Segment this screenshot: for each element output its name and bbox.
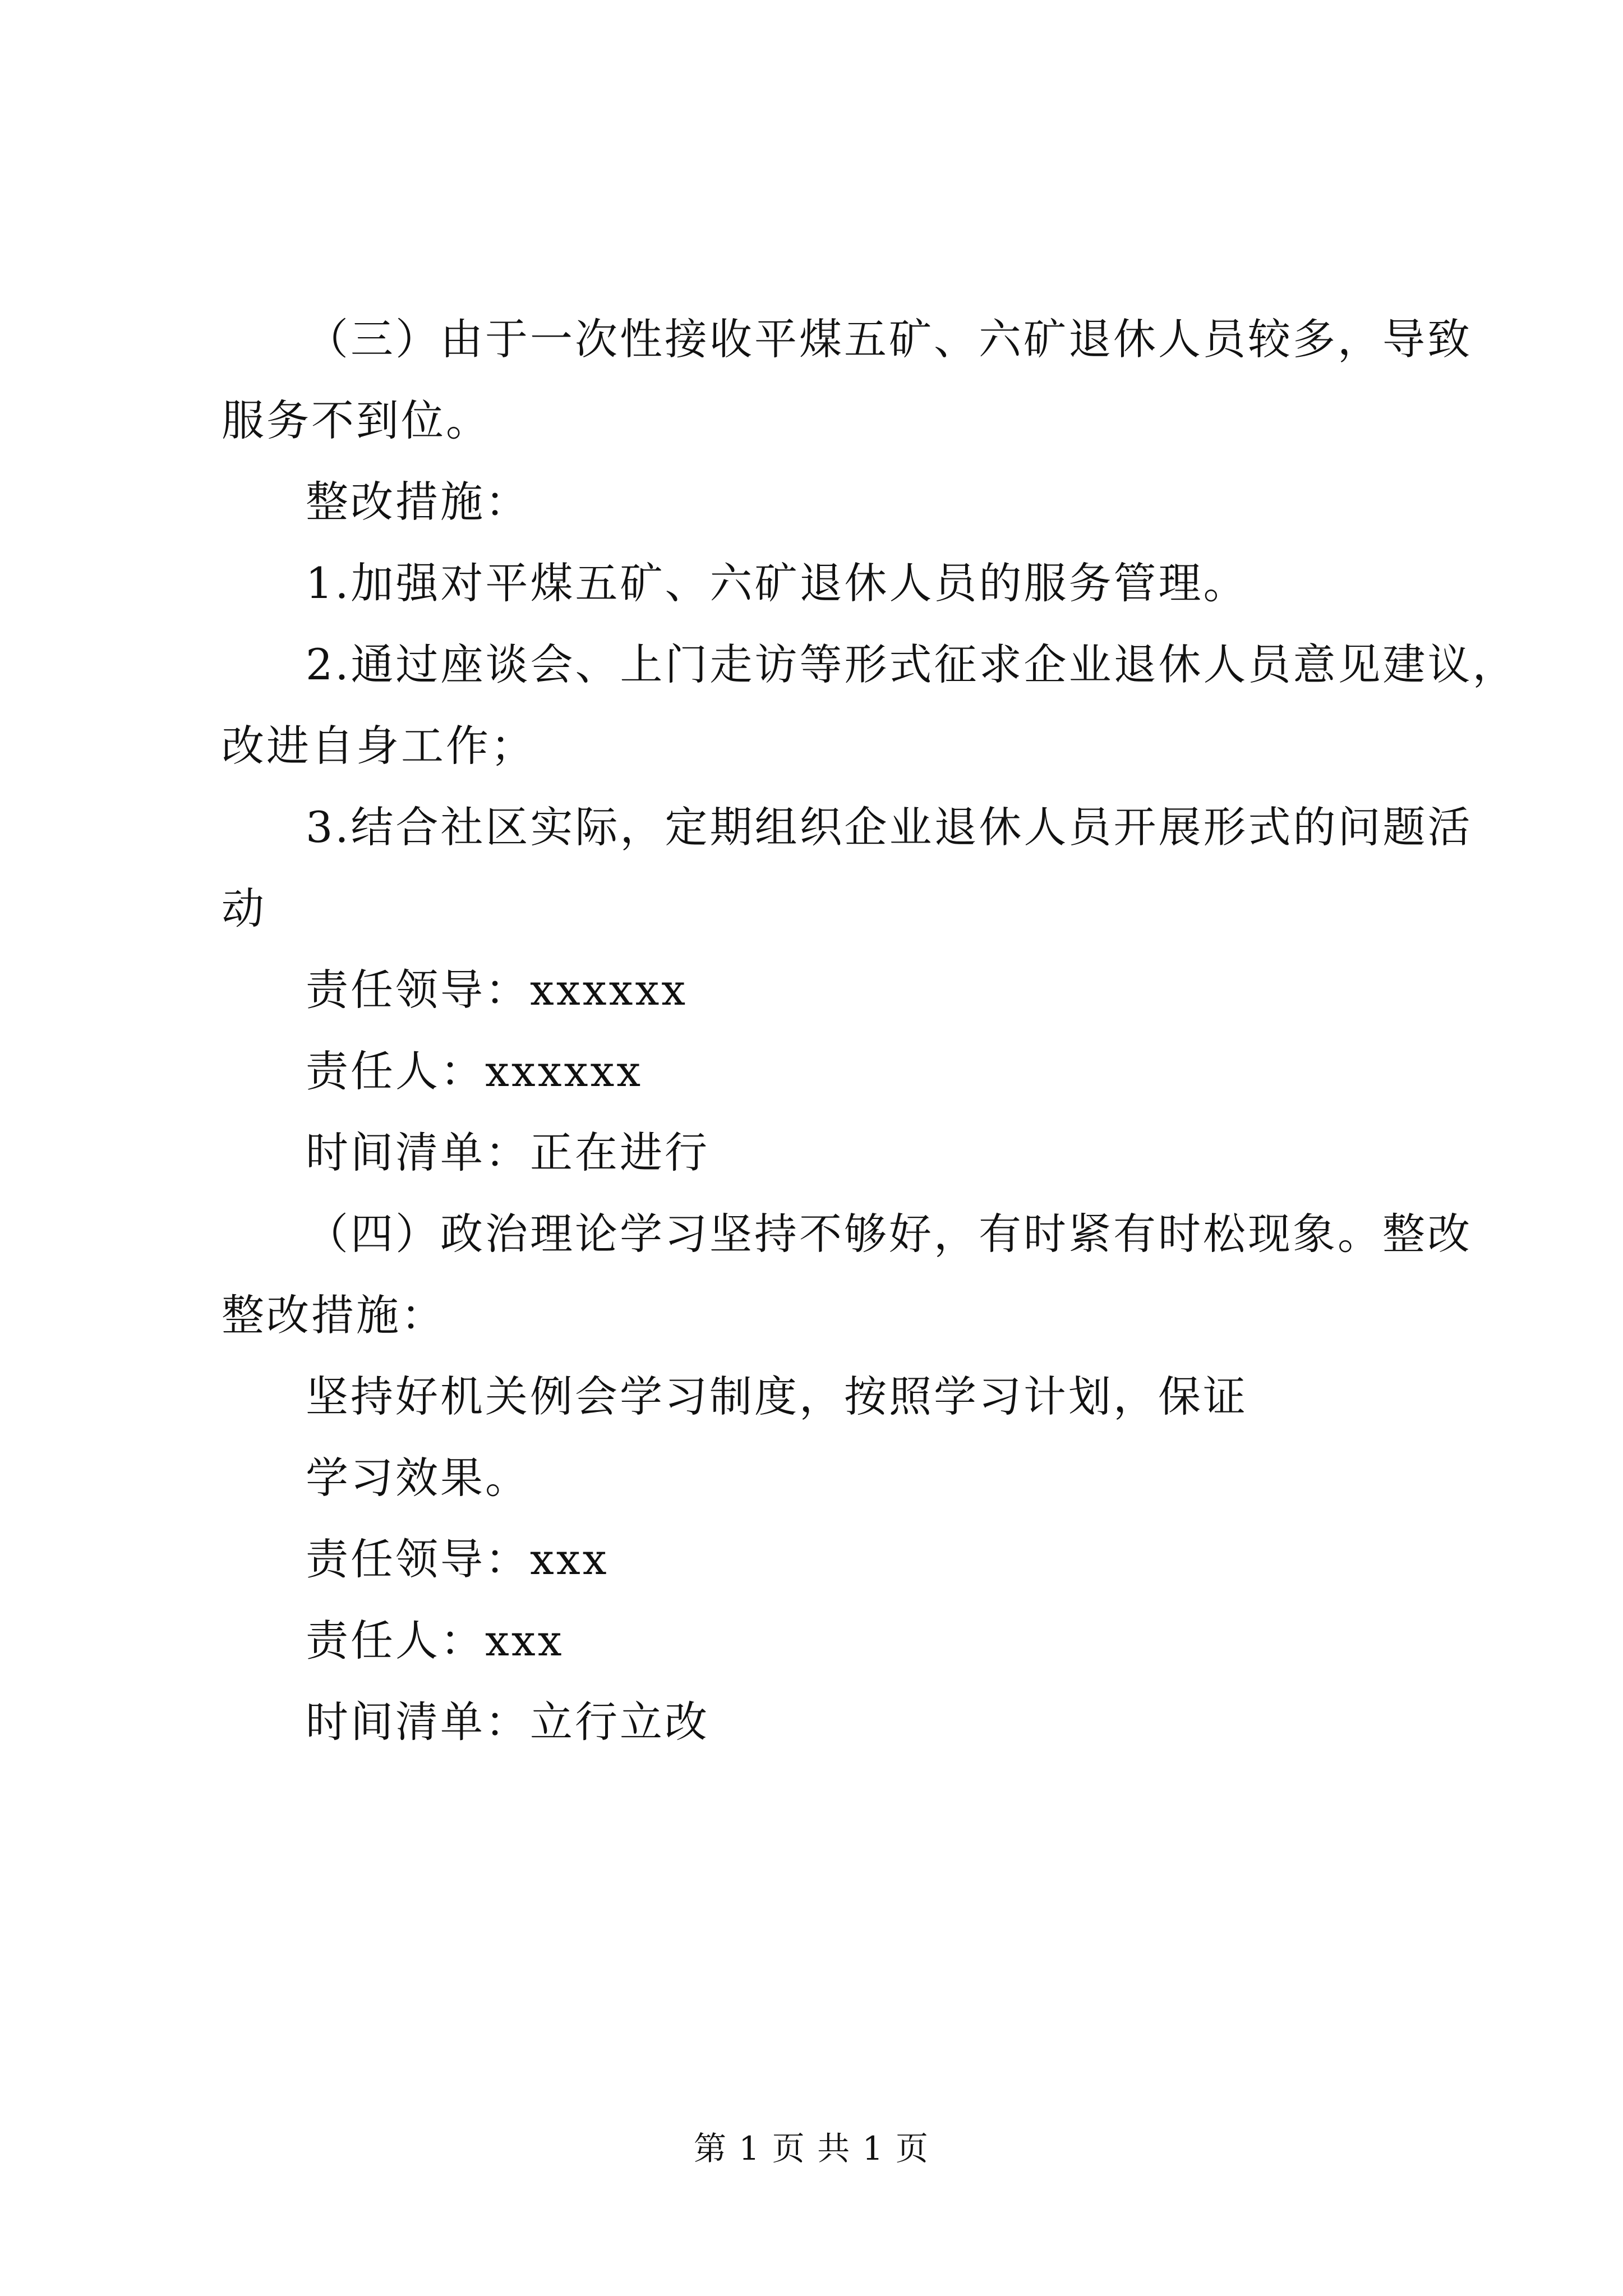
section-four-heading-line-1: （四）政治理论学习坚持不够好，有时紧有时松现象。整改 [306, 1209, 1472, 1259]
section-three-heading-line-2: 服务不到位。 [222, 395, 491, 445]
page-footer: 第 1 页 共 1 页 [694, 2129, 929, 2168]
section-four-responsible-leader-line: 责任领导：xxx [306, 1534, 609, 1584]
responsible-leader-line: 责任领导：xxxxxx [306, 965, 688, 1015]
section-three-heading-line-1: （三）由于一次性接收平煤五矿、六矿退休人员较多，导致 [306, 314, 1472, 364]
section-four-measures-label: 整改措施： [222, 1290, 446, 1340]
time-list-line: 时间清单：正在进行 [306, 1128, 709, 1177]
rectification-measures-label: 整改措施： [306, 477, 530, 527]
measure-item-2-line-2: 改进自身工作； [222, 721, 536, 771]
measure-item-3-line-1: 3.结合社区实际，定期组织企业退休人员开展形式的问题活 [306, 802, 1473, 852]
section-four-measure-line-1: 坚持好机关例会学习制度，按照学习计划，保证 [306, 1372, 1248, 1421]
measure-item-2-line-1: 2.通过座谈会、上门走访等形式征求企业退休人员意见建议， [306, 639, 1518, 689]
section-four-measure-line-2: 学习效果。 [306, 1453, 530, 1503]
responsible-person-line: 责任人：xxxxxx [306, 1046, 643, 1096]
measure-item-1: 1.加强对平煤五矿、六矿退休人员的服务管理。 [306, 558, 1248, 608]
section-four-responsible-person-line: 责任人：xxx [306, 1616, 564, 1665]
section-four-time-list-line: 时间清单：立行立改 [306, 1697, 709, 1747]
measure-item-3-line-2: 动 [222, 884, 266, 933]
